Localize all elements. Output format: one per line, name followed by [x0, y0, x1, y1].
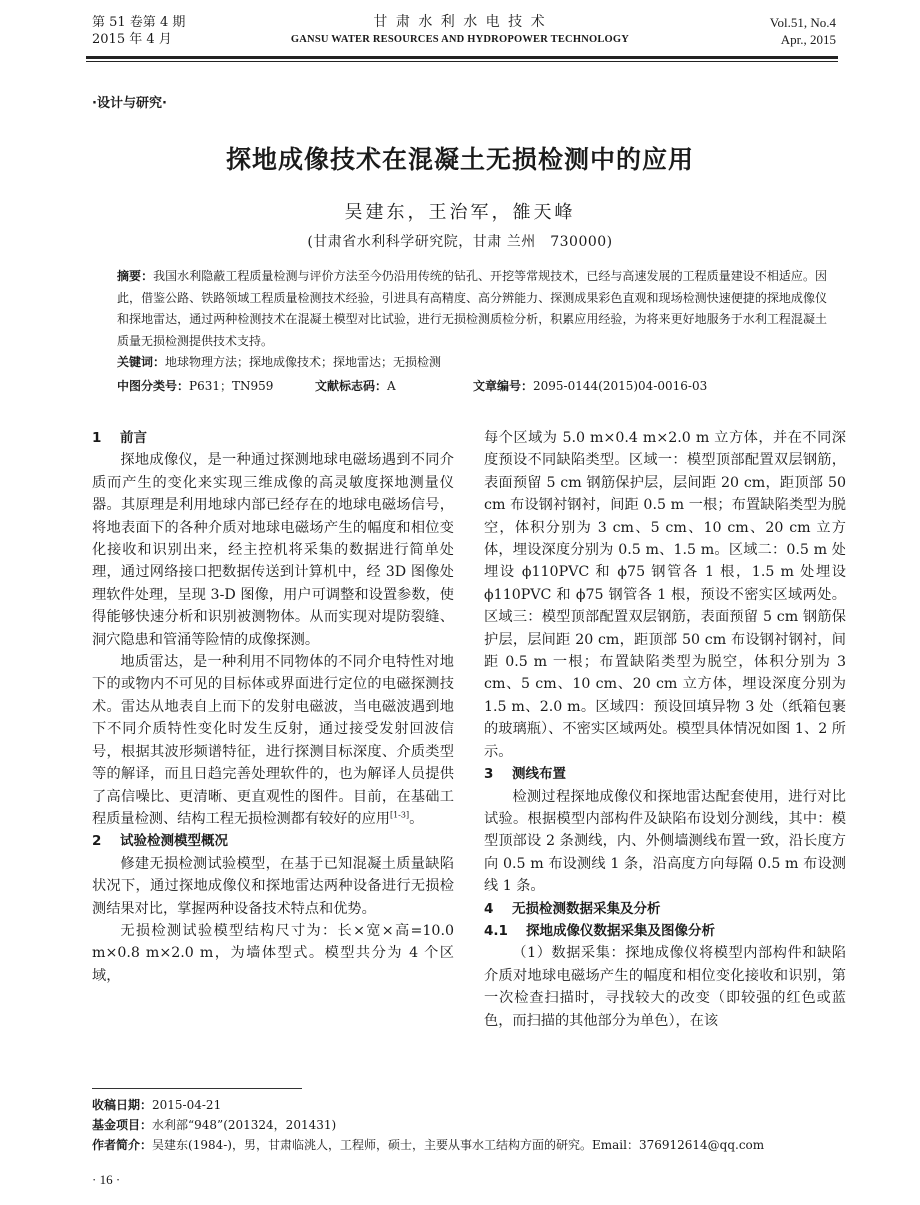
abstract-block	[117, 266, 827, 374]
fund-label: 基金项目：	[92, 1118, 153, 1132]
running-header-right	[770, 14, 836, 48]
section-heading-4	[484, 898, 846, 920]
subsection-heading-4-1	[484, 920, 846, 942]
date-en: Apr., 2015	[780, 32, 836, 47]
section-title: 试验检测模型概况	[120, 833, 228, 850]
article-number	[473, 377, 707, 394]
paragraph: 每个区域为 5.0 m×0.4 m×2.0 m 立方体，并在不同深度预设不同缺陷类型。区域一：模型顶部配置双层钢筋，表面预留 5 cm 钢筋保护层，层间距 20 cm，距顶部 50 cm 布设钢衬钢衬，间距 0.5 m 一根；布置缺陷类型为脱空，体积分别为 3 cm、5 cm、10 cm、20 cm 立方体，埋设深度分别为 0.5 m、1.5 m。区域二：0.5 m 处埋设 ϕ110PVC 和 ϕ75 钢管各 1 根，1.5 m 处埋设 ϕ110PVC 和 ϕ75 钢管各 1 根，预设不密实区域两处。区域三：模型顶部配置双层钢筋，表面预留 5 cm 钢筋保护层，层间距 20 cm，距顶部 50 cm 布设钢衬钢衬，间距 0.5 m 一根；布置缺陷类型为脱空，体积分别为 3 cm、5 cm、10 cm、20 cm 立方体，埋设深度分别为 1.5 m、2.0 m。区域四：预设回填异物 3 处（纸箱包裹的玻璃瓶）、不密实区域两处。模型具体情况如图 1、2 所示。	[484, 430, 846, 760]
page-number: · 16 ·	[92, 1172, 121, 1187]
authors: 吴建东，王治军，雒天峰	[344, 202, 576, 223]
received-date: 2015-04-21	[152, 1098, 222, 1112]
section-title: 无损检测数据采集及分析	[512, 900, 661, 917]
subsection-number: 4.1	[484, 922, 508, 939]
section-number: 2	[92, 833, 102, 850]
date-cn: 2015 年 4 月	[92, 32, 172, 47]
article-label: 文章编号：	[473, 379, 534, 393]
section-number: 4	[484, 900, 494, 917]
paragraph: （1）数据采集：探地成像仪将模型内部构件和缺陷介质对地球电磁场产生的幅度和相位变化接收和识别，第一次检查扫描时，寻找较大的改变（即较强的红色或蓝色，而扫描的其他部分为单色），在该	[484, 945, 846, 1029]
author-bio-label: 作者简介：	[92, 1138, 153, 1152]
abstract-text: 我国水利隐蔽工程质量检测与评价方法至今仍沿用传统的钻孔、开挖等常规技术，已经与高速发展的工程质量建设不相适应。因此，借鉴公路、铁路领域工程质量检测技术经验，引进具有高精度、高分辨能力、探测成果彩色直观和现场检测快速便捷的探地成像仪和探地雷达，通过两种检测技术在混凝土模型对比试验，进行无损检测质检分析，积累应用经验，为将来更好地服务于水利工程混凝土质量无损检测提供技术支持。	[117, 269, 827, 348]
paper-title: 探地成像技术在混凝土无损检测中的应用	[225, 145, 694, 174]
clc-label: 中图分类号：	[117, 379, 190, 393]
clc-number	[117, 377, 273, 394]
section-heading-3	[484, 763, 846, 785]
section-title: 前言	[120, 430, 147, 446]
paragraph: 修建无损检测试验模型，在基于已知混凝土质量缺陷状况下，通过探地成像仪和探地雷达两种设备进行无损检测结果对比，掌握两种设备技术特点和优势。	[92, 855, 454, 917]
doc-label: 文献标志码：	[315, 379, 388, 393]
volume-en: Vol.51, No.4	[769, 15, 836, 30]
paragraph	[92, 651, 454, 830]
keywords-label: 关键词：	[117, 355, 166, 370]
section-heading-1	[92, 427, 454, 449]
journal-name-cn: 甘 肃 水 利 水 电 技 术	[373, 14, 547, 30]
section-heading-2	[92, 830, 454, 852]
body-column-right	[484, 427, 846, 1032]
received-label: 收稿日期：	[92, 1098, 153, 1112]
fund-text: 水利部“948”(201324，201431)	[152, 1118, 337, 1132]
volume-cn: 第 51 卷第 4 期	[92, 15, 186, 30]
paragraph: 探地成像仪，是一种通过探测地球电磁场遇到不同介质而产生的变化来实现三维成像的高灵敏度探地测量仪器。其原理是利用地球内部已经存在的地球电磁场信号，将地表面下的各种介质对地球电磁场产生的幅度和相位变化接收和识别出来，经主控机将采集的数据进行简单处理，通过网络接口把数据传送到计算机中，经 3D 图像处理软件处理，呈现 3-D 图像，用户可调整和设置参数，使得能够快速分析和识别被测物体。从而实现对堤防裂缝、洞穴隐患和管涌等险情的成像探测。	[92, 452, 454, 648]
clc-value: P631；TN959	[189, 379, 274, 393]
column-tag: ·设计与研究·	[92, 96, 167, 111]
paragraph-text-end: 。	[409, 810, 424, 827]
subsection-title: 探地成像仪数据采集及图像分析	[526, 922, 715, 939]
affiliation: (甘肃省水利科学研究院，甘肃 兰州 730000)	[307, 234, 613, 250]
section-number: 3	[484, 766, 494, 783]
footnote-received	[92, 1096, 832, 1114]
article-value: 2095-0144(2015)04-0016-03	[533, 379, 708, 393]
journal-name-en: GANSU WATER RESOURCES AND HYDROPOWER TECHNOLOGY	[290, 34, 630, 45]
body-column-left	[92, 427, 454, 987]
section-number: 1	[92, 430, 102, 446]
paragraph: 无损检测试验模型结构尺寸为：长×宽×高=10.0 m×0.8 m×2.0 m，为墙体型式。模型共分为 4 个区域，	[92, 922, 454, 984]
document-code	[315, 377, 396, 394]
keywords-text: 地球物理方法；探地成像技术；探地雷达；无损检测	[165, 355, 442, 370]
citation: [1-3]	[389, 810, 410, 820]
keywords	[117, 352, 827, 374]
footnote-rule	[92, 1088, 302, 1089]
section-title: 测线布置	[512, 766, 566, 783]
author-bio-text: 吴建东(1984-)，男，甘肃临洮人，工程师，硕士，主要从事水工结构方面的研究。Email：376912614@qq.com	[152, 1138, 765, 1152]
paragraph: 检测过程探地成像仪和探地雷达配套使用，进行对比试验。根据模型内部构件及缺陷布设划分测线，其中：模型顶部设 2 条测线，内、外侧墙测线布置一致，沿长度方向 0.5 m 布设测线 1 条，沿高度方向每隔 0.5 m 布设测线 1 条。	[484, 788, 846, 895]
abstract-label: 摘要：	[117, 269, 154, 283]
footnote-author	[92, 1136, 832, 1154]
header-rule-thin	[86, 61, 838, 62]
paragraph-text: 地质雷达，是一种利用不同物体的不同介电特性对地下的或物内不可见的目标体或界面进行定位的电磁探测技术。雷达从地表自上而下的发射电磁波，当电磁波遇到地下不同介质特性变化时发生反射，通过接受发射回波信号，根据其波形频谱特征，进行探测目标深度、介质类型等的解译，而且日趋完善处理软件的，也为解译人员提供了高信噪比、更清晰、更直观性的图件。目前，在基础工程质量检测、结构工程无损检测都有较好的应用	[92, 654, 454, 827]
abstract	[117, 266, 827, 352]
footnote-fund	[92, 1116, 832, 1134]
header-rule-thick	[86, 56, 838, 59]
doc-value: A	[387, 379, 396, 393]
